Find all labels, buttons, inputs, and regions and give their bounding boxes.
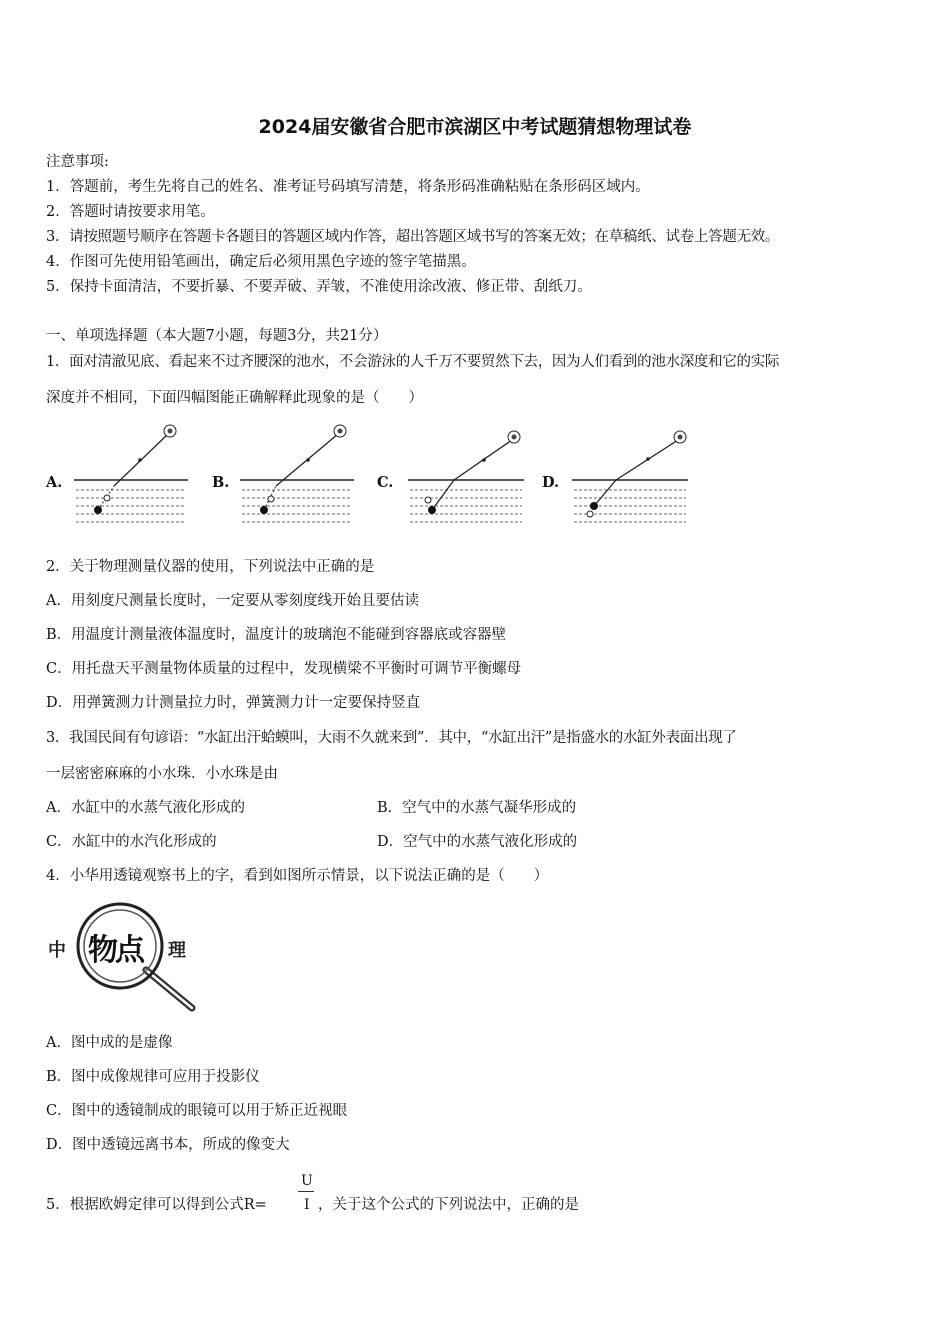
question-2-option: D．用弹簧测力计测量拉力时，弹簧测力计一定要保持竖直 (46, 695, 421, 711)
notice-item: 2．答题时请按要求用笔。 (46, 204, 215, 220)
formula-denominator: I (304, 1197, 310, 1213)
question-3-stem: 3．我国民间有句谚语：“水缸出汗蛤蟆叫，大雨不久就来到”．其中，“水缸出汗”是指盛水的水缸外表面出现了 (46, 730, 737, 746)
refraction-figure-c (406, 424, 530, 526)
refraction-figure-a (72, 420, 192, 526)
question-4-stem: 4．小华用透镜观察书上的字，看到如图所示情景，以下说法正确的是（ ） (46, 868, 549, 884)
question-4-option: B．图中成像规律可应用于投影仪 (46, 1069, 260, 1085)
refraction-figure-d (570, 426, 694, 526)
notice-item: 5．保持卡面清洁，不要折暴、不要弄破、弄皱，不准使用涂改液、修正带、刮纸刀。 (46, 279, 592, 295)
option-d-label: D. (542, 474, 560, 491)
question-1-stem-cont: 深度并不相同，下面四幅图能正确解释此现象的是（ ） (46, 390, 423, 406)
question-3-option-b: B．空气中的水蒸气凝华形成的 (377, 800, 577, 816)
section-heading: 一、单项选择题（本大题7小题，每题3分，共21分） (46, 328, 388, 344)
question-2-option: C．用托盘天平测量物体质量的过程中，发现横梁不平衡时可调节平衡螺母 (46, 661, 522, 677)
question-5-prefix: 5．根据欧姆定律可以得到公式R= (46, 1197, 267, 1213)
magnifier-figure (46, 898, 196, 1012)
figure-char-left: 中 (48, 940, 66, 961)
question-3-option-d: D．空气中的水蒸气液化形成的 (377, 834, 578, 850)
question-4-option: D．图中透镜远离书本，所成的像变大 (46, 1137, 290, 1153)
notice-item: 4．作图可先使用铅笔画出，确定后必须用黑色字迹的签字笔描黑。 (46, 254, 476, 270)
question-2-option: A．用刻度尺测量长度时，一定要从零刻度线开始且要估读 (46, 593, 419, 609)
question-2-option: B．用温度计测量液体温度时，温度计的玻璃泡不能碰到容器底或容器壁 (46, 627, 507, 643)
question-2-stem: 2．关于物理测量仪器的使用，下列说法中正确的是 (46, 559, 375, 575)
question-5-suffix: ，关于这个公式的下列说法中，正确的是 (318, 1197, 579, 1213)
formula-numerator: U (301, 1173, 313, 1189)
question-3-option-c: C．水缸中的水汽化形成的 (46, 834, 217, 850)
question-3-option-a: A．水缸中的水蒸气液化形成的 (46, 800, 245, 816)
figure-char-right: 理 (168, 940, 186, 961)
notice-item: 1．答题前，考生先将自己的姓名、准考证号码填写清楚，将条形码准确粘贴在条形码区域内。 (46, 179, 650, 195)
question-3-stem-cont: 一层密密麻麻的小水珠．小水珠是由 (46, 766, 278, 782)
question-4-option: C．图中的透镜制成的眼镜可以用于矫正近视眼 (46, 1103, 348, 1119)
fraction-bar (298, 1191, 314, 1192)
option-c-label: C. (377, 474, 394, 491)
notice-heading: 注意事项: (46, 154, 109, 170)
question-4-option: A．图中成的是虚像 (46, 1035, 173, 1051)
option-b-label: B. (212, 474, 230, 491)
figure-char-magnified: 物点 (88, 933, 142, 968)
refraction-figure-b (238, 420, 358, 526)
option-a-label: A. (46, 474, 63, 491)
notice-item: 3．请按照题号顺序在答题卡各题目的答题区域内作答，超出答题区域书写的答案无效；在草稿纸、试卷上答题无效。 (46, 229, 780, 245)
page-title: 2024届安徽省合肥市滨湖区中考试题猜想物理试卷 (258, 116, 692, 138)
question-1-stem: 1．面对清澈见底、看起来不过齐腰深的池水，不会游泳的人千万不要贸然下去，因为人们看到的池水深度和它的实际 (46, 354, 780, 370)
